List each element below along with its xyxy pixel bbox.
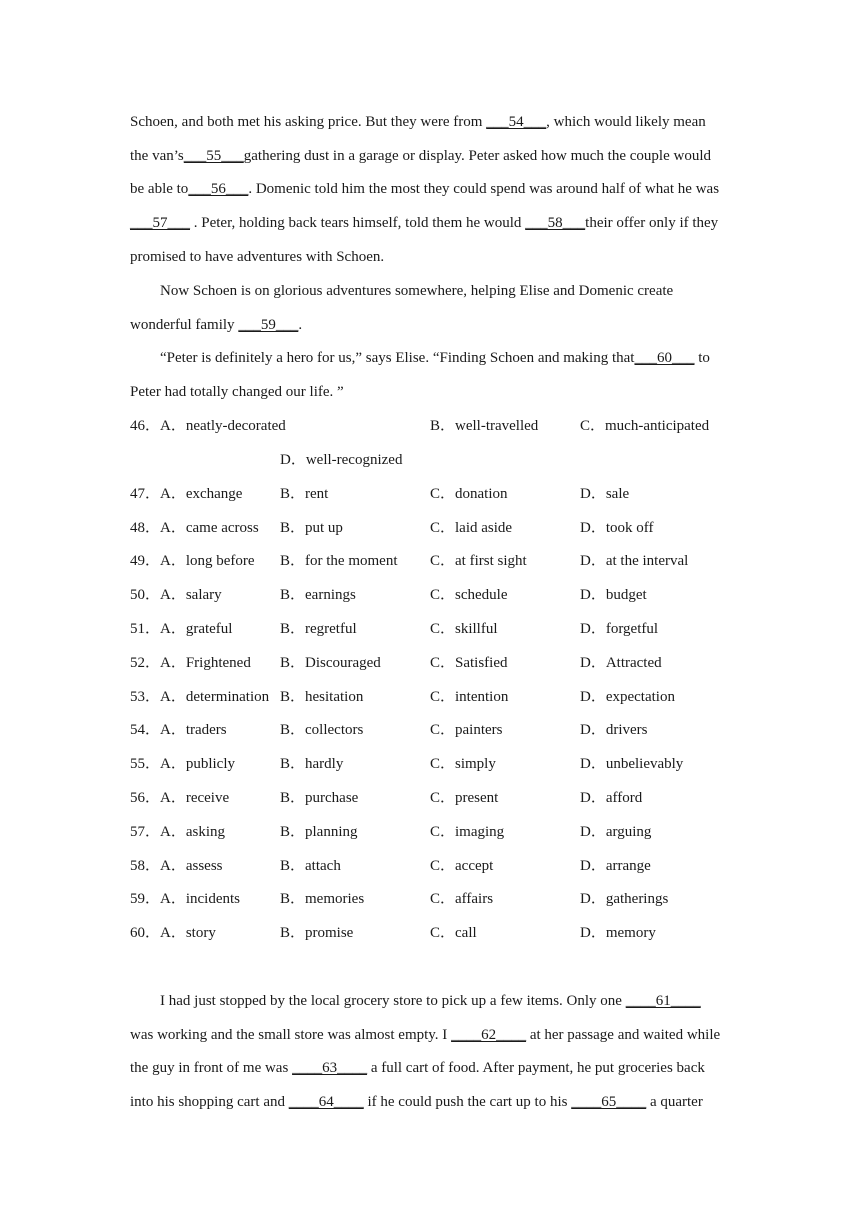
option-d: D．took off	[580, 520, 654, 536]
text-segment: I had just stopped by the local grocery store to pick up a few items. Only one	[160, 993, 626, 1009]
text-segment: the van’s	[130, 148, 184, 164]
text-segment: Peter had totally changed our life. ”	[130, 384, 344, 400]
option-a: A．salary	[160, 587, 222, 603]
text-segment: . Domenic told him the most they could spend was around half of what he was	[248, 181, 720, 197]
option-d: D．expectation	[580, 689, 675, 705]
question-number: 57．	[130, 824, 161, 840]
text-segment: Schoen, and both met his asking price. But they were from	[130, 114, 487, 130]
option-d: D．Attracted	[580, 655, 662, 671]
question-number: 47．	[130, 486, 161, 502]
option-d: D．arguing	[580, 824, 652, 840]
option-b: B．hardly	[280, 756, 344, 772]
blank-61: ____61____	[625, 993, 701, 1009]
option-c: C．much-anticipated	[580, 418, 710, 434]
option-c: C．schedule	[430, 587, 508, 603]
option-a: A．assess	[160, 858, 223, 874]
option-a: A．grateful	[160, 621, 233, 637]
option-b: B．put up	[280, 520, 343, 536]
blank-57: ___57___	[130, 215, 190, 231]
option-c: C．affairs	[430, 891, 494, 907]
text-segment: , which would likely mean	[546, 114, 706, 130]
question-number: 49．	[130, 553, 161, 569]
option-a: A．came across	[160, 520, 259, 536]
option-a: A．publicly	[160, 756, 235, 772]
option-b: B．promise	[280, 925, 354, 941]
option-d: D．afford	[580, 790, 643, 806]
option-a: A．asking	[160, 824, 225, 840]
option-b: B．purchase	[280, 790, 359, 806]
option-d: D．sale	[580, 486, 630, 502]
passage2-line-2	[130, 1025, 720, 1045]
option-c: C．laid aside	[430, 520, 513, 536]
text-segment: to	[694, 350, 710, 366]
option-d: D．at the interval	[580, 553, 689, 569]
question-number: 48．	[130, 520, 161, 536]
option-c: C．skillful	[430, 621, 498, 637]
option-a: A．exchange	[160, 486, 243, 502]
blank-65: ____65____	[571, 1094, 647, 1110]
passage1-line-2	[130, 146, 711, 166]
option-d: D．forgetful	[580, 621, 659, 637]
option-d: D．arrange	[580, 858, 651, 874]
option-a: A．determination	[160, 689, 270, 705]
blank-55: ___55___	[183, 148, 244, 164]
blank-62: ____62____	[451, 1027, 527, 1043]
option-b: B．attach	[280, 858, 341, 874]
option-a: A．Frightened	[160, 655, 251, 671]
option-d: D．unbelievably	[580, 756, 684, 772]
text-segment: if he could push the cart up to his	[363, 1094, 572, 1110]
option-a: A．long before	[160, 553, 255, 569]
passage1-line-4	[130, 213, 718, 233]
blank-63: ____63____	[292, 1060, 368, 1076]
option-b: B．for the moment	[280, 553, 398, 569]
option-a: A．incidents	[160, 891, 240, 907]
question-number: 55．	[130, 756, 161, 772]
text-segment: wonderful family	[130, 317, 239, 333]
text-segment: a full cart of food. After payment, he put groceries back	[367, 1060, 705, 1076]
blank-56: ___56___	[188, 181, 249, 197]
option-a: A．neatly-decorated	[160, 418, 286, 434]
blank-54: ___54___	[486, 114, 547, 130]
option-b: B．collectors	[280, 722, 364, 738]
question-number: 56．	[130, 790, 161, 806]
passage1-line-1	[130, 112, 706, 132]
blank-60: ___60___	[634, 350, 695, 366]
option-c: C．present	[430, 790, 499, 806]
text-segment: be able to	[130, 181, 189, 197]
text-segment: Now Schoen is on glorious adventures somewhere, helping Elise and Domenic create	[160, 283, 674, 299]
passage1-line-3	[130, 179, 719, 199]
option-c: C．donation	[430, 486, 508, 502]
text-segment: into his shopping cart and	[130, 1094, 289, 1110]
blank-64: ____64____	[288, 1094, 364, 1110]
text-segment: their offer only if they	[585, 215, 719, 231]
question-number: 52．	[130, 655, 161, 671]
question-number: 58．	[130, 858, 161, 874]
option-b: B．well-travelled	[430, 418, 539, 434]
option-d: D．memory	[580, 925, 656, 941]
question-number: 51．	[130, 621, 161, 637]
blank-59: ___59___	[238, 317, 299, 333]
option-b: B．hesitation	[280, 689, 364, 705]
option-c: C．simply	[430, 756, 496, 772]
question-number: 50．	[130, 587, 161, 603]
text-segment: promised to have adventures with Schoen.	[130, 249, 385, 265]
passage1-line-6	[160, 281, 673, 301]
option-c: C．imaging	[430, 824, 505, 840]
blank-58: ___58___	[525, 215, 586, 231]
option-a: A．receive	[160, 790, 230, 806]
option-c: C．at first sight	[430, 553, 527, 569]
text-segment: .	[298, 317, 303, 333]
passage2-line-1	[160, 991, 701, 1011]
text-segment: a quarter	[646, 1094, 703, 1110]
option-d: D．budget	[580, 587, 647, 603]
text-segment: . Peter, holding back tears himself, told them he would	[190, 215, 526, 231]
text-segment: at her passage and waited while	[526, 1027, 721, 1043]
option-a: A．traders	[160, 722, 227, 738]
question-number: 54．	[130, 722, 161, 738]
option-b: B．earnings	[280, 587, 356, 603]
option-c: C．accept	[430, 858, 494, 874]
text-segment: “Peter is definitely a hero for us,” says Elise. “Finding Schoen and making that	[160, 350, 635, 366]
option-c: C．intention	[430, 689, 509, 705]
option-b: B．Discouraged	[280, 655, 381, 671]
passage1-line-5	[130, 247, 384, 267]
question-number: 46．	[130, 418, 161, 434]
option-b: B．rent	[280, 486, 329, 502]
option-d: D．gatherings	[580, 891, 669, 907]
option-d: D．well-recognized	[280, 452, 403, 468]
option-c: C．call	[430, 925, 477, 941]
passage1-line-8	[160, 348, 710, 368]
passage2-line-3	[130, 1058, 705, 1078]
option-c: C．Satisfied	[430, 655, 508, 671]
text-segment: the guy in front of me was	[130, 1060, 293, 1076]
option-b: B．planning	[280, 824, 358, 840]
text-segment: gathering dust in a garage or display. Peter asked how much the couple would	[243, 148, 711, 164]
option-d: D．drivers	[580, 722, 648, 738]
option-b: B．memories	[280, 891, 365, 907]
option-a: A．story	[160, 925, 216, 941]
question-number: 53．	[130, 689, 161, 705]
question-number: 60．	[130, 925, 161, 941]
option-c: C．painters	[430, 722, 503, 738]
option-b: B．regretful	[280, 621, 357, 637]
passage1-line-7	[130, 315, 302, 335]
passage2-line-4	[130, 1092, 703, 1112]
passage1-line-9	[130, 382, 344, 402]
question-number: 59．	[130, 891, 161, 907]
text-segment: was working and the small store was almost empty. I	[130, 1027, 452, 1043]
